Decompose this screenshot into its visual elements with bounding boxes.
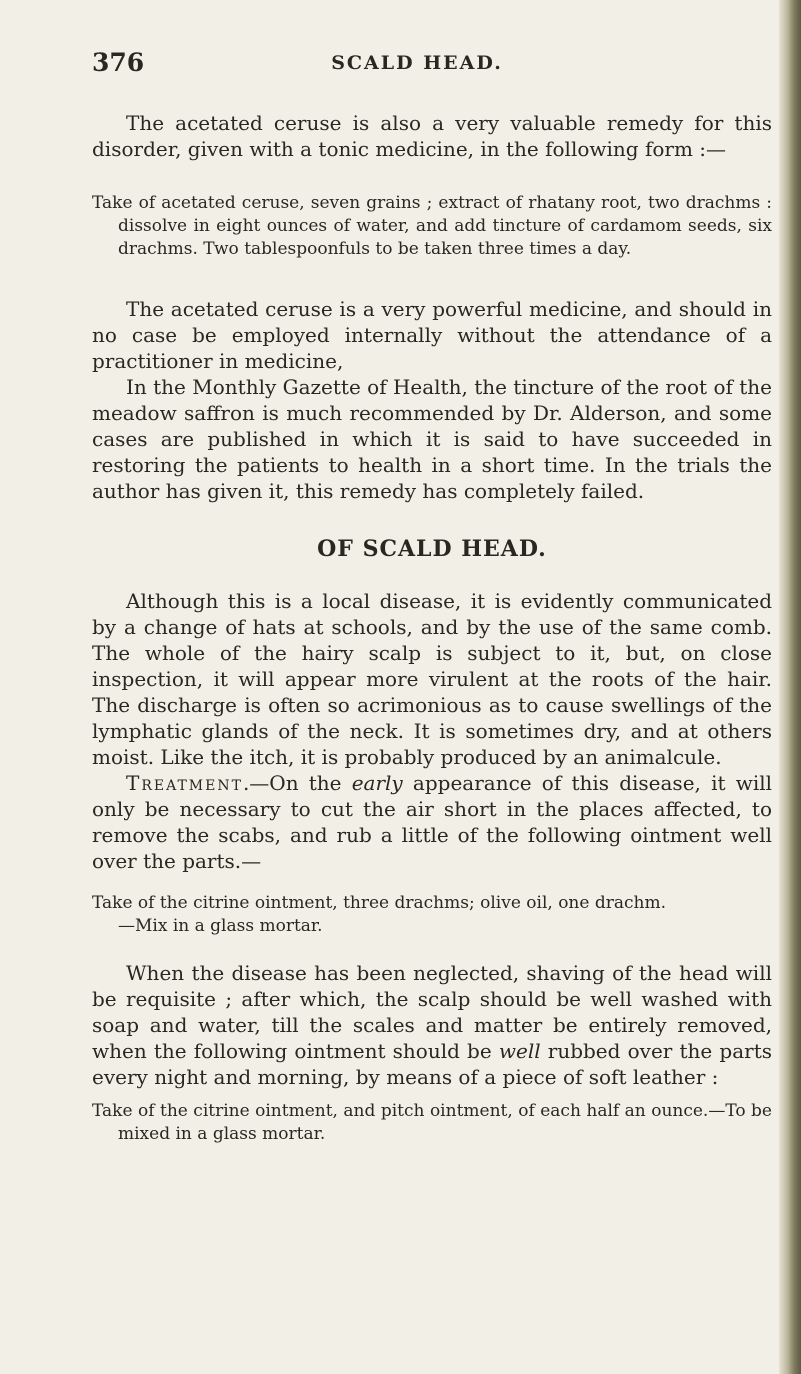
prescription-text: Take of the citrine ointment, and pitch ointment, of each half an ounce.—To be mixed in a glass mortar.	[92, 1101, 772, 1144]
paragraph-text: Although this is a local disease, it is evidently communicated by a change of hats at schools, and by the use of the same comb. The whole of the hairy scalp is subject to it, but, on close inspection, it will appear more virulent at the roots of the hair. The discharge is often so acrimonious as to cause swellings of the lymphatic glands of the neck. It is sometimes dry, and at others moist. Like the itch, it is probably produced by an animalcule.	[92, 589, 772, 769]
paragraph-meadow-saffron	[92, 374, 772, 504]
page-edge-shadow	[779, 0, 801, 1374]
paragraph-text: The acetated ceruse is also a very valuable remedy for this disorder, given with a tonic medicine, in the following form :—	[92, 111, 772, 161]
paragraph-ceruse-warning	[92, 296, 772, 374]
page-header	[92, 48, 772, 84]
prescription-citrine-olive	[92, 892, 772, 938]
emphasis: early	[351, 771, 403, 795]
page-number: 376	[92, 48, 145, 77]
prescription-rhatany	[92, 192, 772, 261]
paragraph-text: The acetated ceruse is a very powerful medicine, and should in no case be employed internally without the attendance of a practitioner in medicine,	[92, 297, 772, 373]
paragraph-text: In the Monthly Gazette of Health, the tincture of the root of the meadow saffron is much recommended by Dr. Alderson, and some cases are published in which it is said to have succeeded in restoring the patients to health in a short time. In the trials the author has given it, this remedy has completely failed.	[92, 375, 772, 503]
paragraph-text: Treatment.—On the early appearance of this disease, it will only be necessary to cut the air short in the places affected, to remove the scabs, and rub a little of the following ointment well over the parts.—	[92, 771, 773, 873]
treatment-label: Treatment	[126, 771, 243, 795]
paragraph-text: When the disease has been neglected, shaving of the head will be requisite ; after which, the scalp should be well washed with soap and water, till the scales and matter be entirely removed, when the following ointment should be well rubbed over the parts every night and morning, by means of a piece of soft leather :	[92, 961, 772, 1089]
prescription-citrine-pitch	[92, 1100, 772, 1146]
paragraph-acetated-ceruse-remedy	[92, 110, 772, 162]
prescription-line: —Mix in a glass mortar.	[118, 916, 323, 936]
prescription-text: Take of acetated ceruse, seven grains ; extract of rhatany root, two drachms : dissolve in eight ounces of water, and add tincture of cardamom seeds, six drachms. Two tablespoonfuls to be taken three times a day.	[92, 193, 772, 259]
section-heading: OF SCALD HEAD.	[317, 536, 547, 562]
paragraph-neglected-disease	[92, 960, 772, 1090]
emphasis: well	[498, 1039, 541, 1063]
paragraph-scald-head-description	[92, 588, 772, 770]
paragraph-treatment	[92, 770, 772, 874]
running-title: SCALD HEAD.	[331, 52, 503, 74]
prescription-line: Take of the citrine ointment, three drachms; olive oil, one drachm.	[92, 893, 666, 913]
